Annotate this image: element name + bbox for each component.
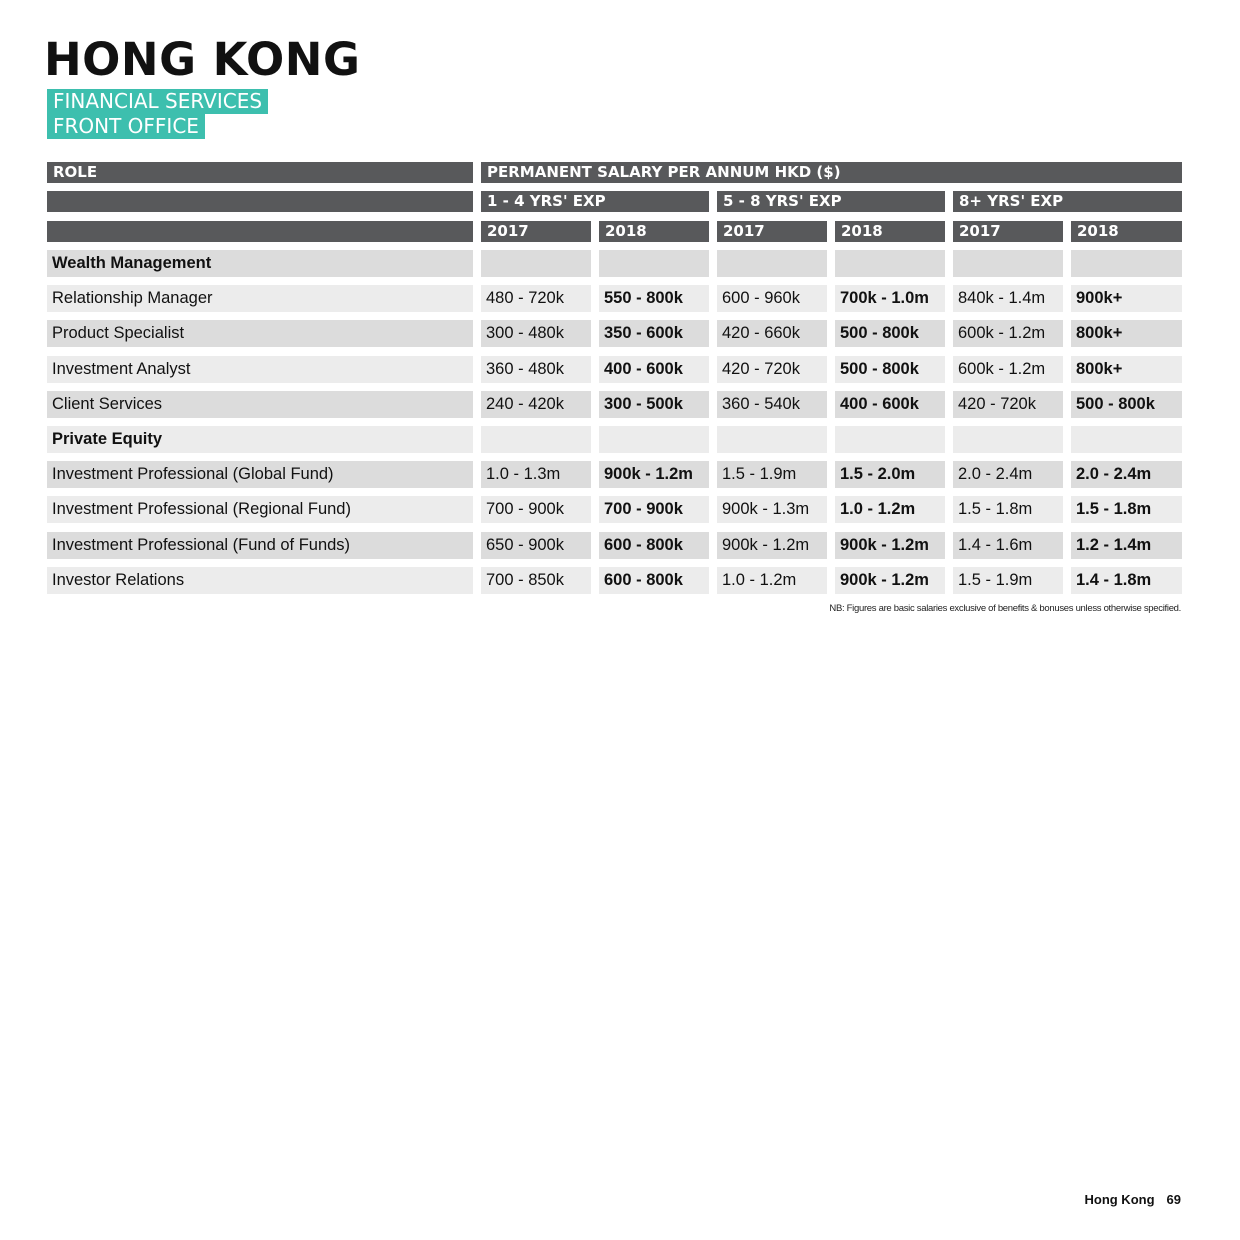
salary-cell: 1.5 - 1.8m	[1071, 496, 1182, 523]
role-cell: Investment Analyst	[47, 356, 473, 383]
salary-cell: 800k+	[1071, 320, 1182, 347]
salary-cell: 300 - 480k	[481, 320, 591, 347]
salary-cell: 600k - 1.2m	[953, 356, 1063, 383]
salary-cell: 300 - 500k	[599, 391, 709, 418]
subtitle-front-office: FRONT OFFICE	[47, 114, 205, 139]
empty-cell	[599, 426, 709, 453]
section-heading: Private Equity	[47, 426, 473, 453]
salary-cell: 500 - 800k	[835, 356, 945, 383]
salary-cell: 1.0 - 1.2m	[717, 567, 827, 594]
subtitle-financial-services: FINANCIAL SERVICES	[47, 89, 268, 114]
year-header: 2017	[953, 221, 1063, 242]
salary-cell: 1.4 - 1.8m	[1071, 567, 1182, 594]
footnote: NB: Figures are basic salaries exclusive of benefits & bonuses unless otherwise specified.	[829, 603, 1181, 614]
role-cell: Product Specialist	[47, 320, 473, 347]
salary-cell: 1.0 - 1.2m	[835, 496, 945, 523]
empty-cell	[953, 250, 1063, 277]
exp-group-5-8: 5 - 8 YRS' EXP	[717, 191, 945, 212]
salary-cell: 400 - 600k	[599, 356, 709, 383]
footer-label: Hong Kong	[1084, 1192, 1155, 1207]
empty-cell	[481, 250, 591, 277]
salary-cell: 1.5 - 2.0m	[835, 461, 945, 488]
salary-header: PERMANENT SALARY PER ANNUM HKD ($)	[481, 162, 1182, 183]
year-header: 2018	[1071, 221, 1182, 242]
salary-cell: 1.5 - 1.9m	[953, 567, 1063, 594]
salary-cell: 700 - 850k	[481, 567, 591, 594]
salary-cell: 1.2 - 1.4m	[1071, 532, 1182, 559]
role-header: ROLE	[47, 162, 473, 183]
section-heading: Wealth Management	[47, 250, 473, 277]
salary-cell: 550 - 800k	[599, 285, 709, 312]
role-header-spacer	[47, 191, 473, 212]
empty-cell	[835, 250, 945, 277]
salary-cell: 900k - 1.2m	[835, 567, 945, 594]
salary-cell: 600 - 800k	[599, 532, 709, 559]
exp-group-1-4: 1 - 4 YRS' EXP	[481, 191, 709, 212]
salary-cell: 350 - 600k	[599, 320, 709, 347]
role-cell: Investment Professional (Global Fund)	[47, 461, 473, 488]
role-cell: Investment Professional (Regional Fund)	[47, 496, 473, 523]
salary-cell: 500 - 800k	[835, 320, 945, 347]
year-header: 2018	[599, 221, 709, 242]
page-number: 69	[1166, 1192, 1181, 1207]
empty-cell	[1071, 250, 1182, 277]
salary-cell: 420 - 660k	[717, 320, 827, 347]
empty-cell	[599, 250, 709, 277]
salary-cell: 1.4 - 1.6m	[953, 532, 1063, 559]
empty-cell	[1071, 426, 1182, 453]
salary-cell: 480 - 720k	[481, 285, 591, 312]
salary-cell: 700k - 1.0m	[835, 285, 945, 312]
salary-cell: 1.5 - 1.9m	[717, 461, 827, 488]
empty-cell	[953, 426, 1063, 453]
salary-cell: 900k - 1.2m	[717, 532, 827, 559]
empty-cell	[717, 250, 827, 277]
role-cell: Investment Professional (Fund of Funds)	[47, 532, 473, 559]
salary-cell: 600 - 960k	[717, 285, 827, 312]
role-header-spacer	[47, 221, 473, 242]
salary-cell: 600k - 1.2m	[953, 320, 1063, 347]
role-cell: Client Services	[47, 391, 473, 418]
empty-cell	[835, 426, 945, 453]
salary-cell: 900k - 1.3m	[717, 496, 827, 523]
salary-cell: 420 - 720k	[717, 356, 827, 383]
role-cell: Investor Relations	[47, 567, 473, 594]
page-title: HONG KONG	[44, 33, 361, 86]
year-header: 2017	[481, 221, 591, 242]
salary-cell: 1.5 - 1.8m	[953, 496, 1063, 523]
salary-cell: 900k+	[1071, 285, 1182, 312]
salary-cell: 420 - 720k	[953, 391, 1063, 418]
salary-cell: 240 - 420k	[481, 391, 591, 418]
salary-cell: 800k+	[1071, 356, 1182, 383]
empty-cell	[717, 426, 827, 453]
salary-cell: 400 - 600k	[835, 391, 945, 418]
salary-cell: 900k - 1.2m	[599, 461, 709, 488]
salary-cell: 2.0 - 2.4m	[1071, 461, 1182, 488]
empty-cell	[481, 426, 591, 453]
salary-cell: 900k - 1.2m	[835, 532, 945, 559]
salary-cell: 1.0 - 1.3m	[481, 461, 591, 488]
year-header: 2017	[717, 221, 827, 242]
exp-group-8-plus: 8+ YRS' EXP	[953, 191, 1182, 212]
page-footer	[1084, 1192, 1181, 1207]
salary-cell: 650 - 900k	[481, 532, 591, 559]
salary-cell: 600 - 800k	[599, 567, 709, 594]
salary-cell: 500 - 800k	[1071, 391, 1182, 418]
salary-cell: 2.0 - 2.4m	[953, 461, 1063, 488]
salary-cell: 700 - 900k	[599, 496, 709, 523]
salary-cell: 360 - 480k	[481, 356, 591, 383]
year-header: 2018	[835, 221, 945, 242]
salary-cell: 700 - 900k	[481, 496, 591, 523]
role-cell: Relationship Manager	[47, 285, 473, 312]
salary-cell: 840k - 1.4m	[953, 285, 1063, 312]
salary-cell: 360 - 540k	[717, 391, 827, 418]
